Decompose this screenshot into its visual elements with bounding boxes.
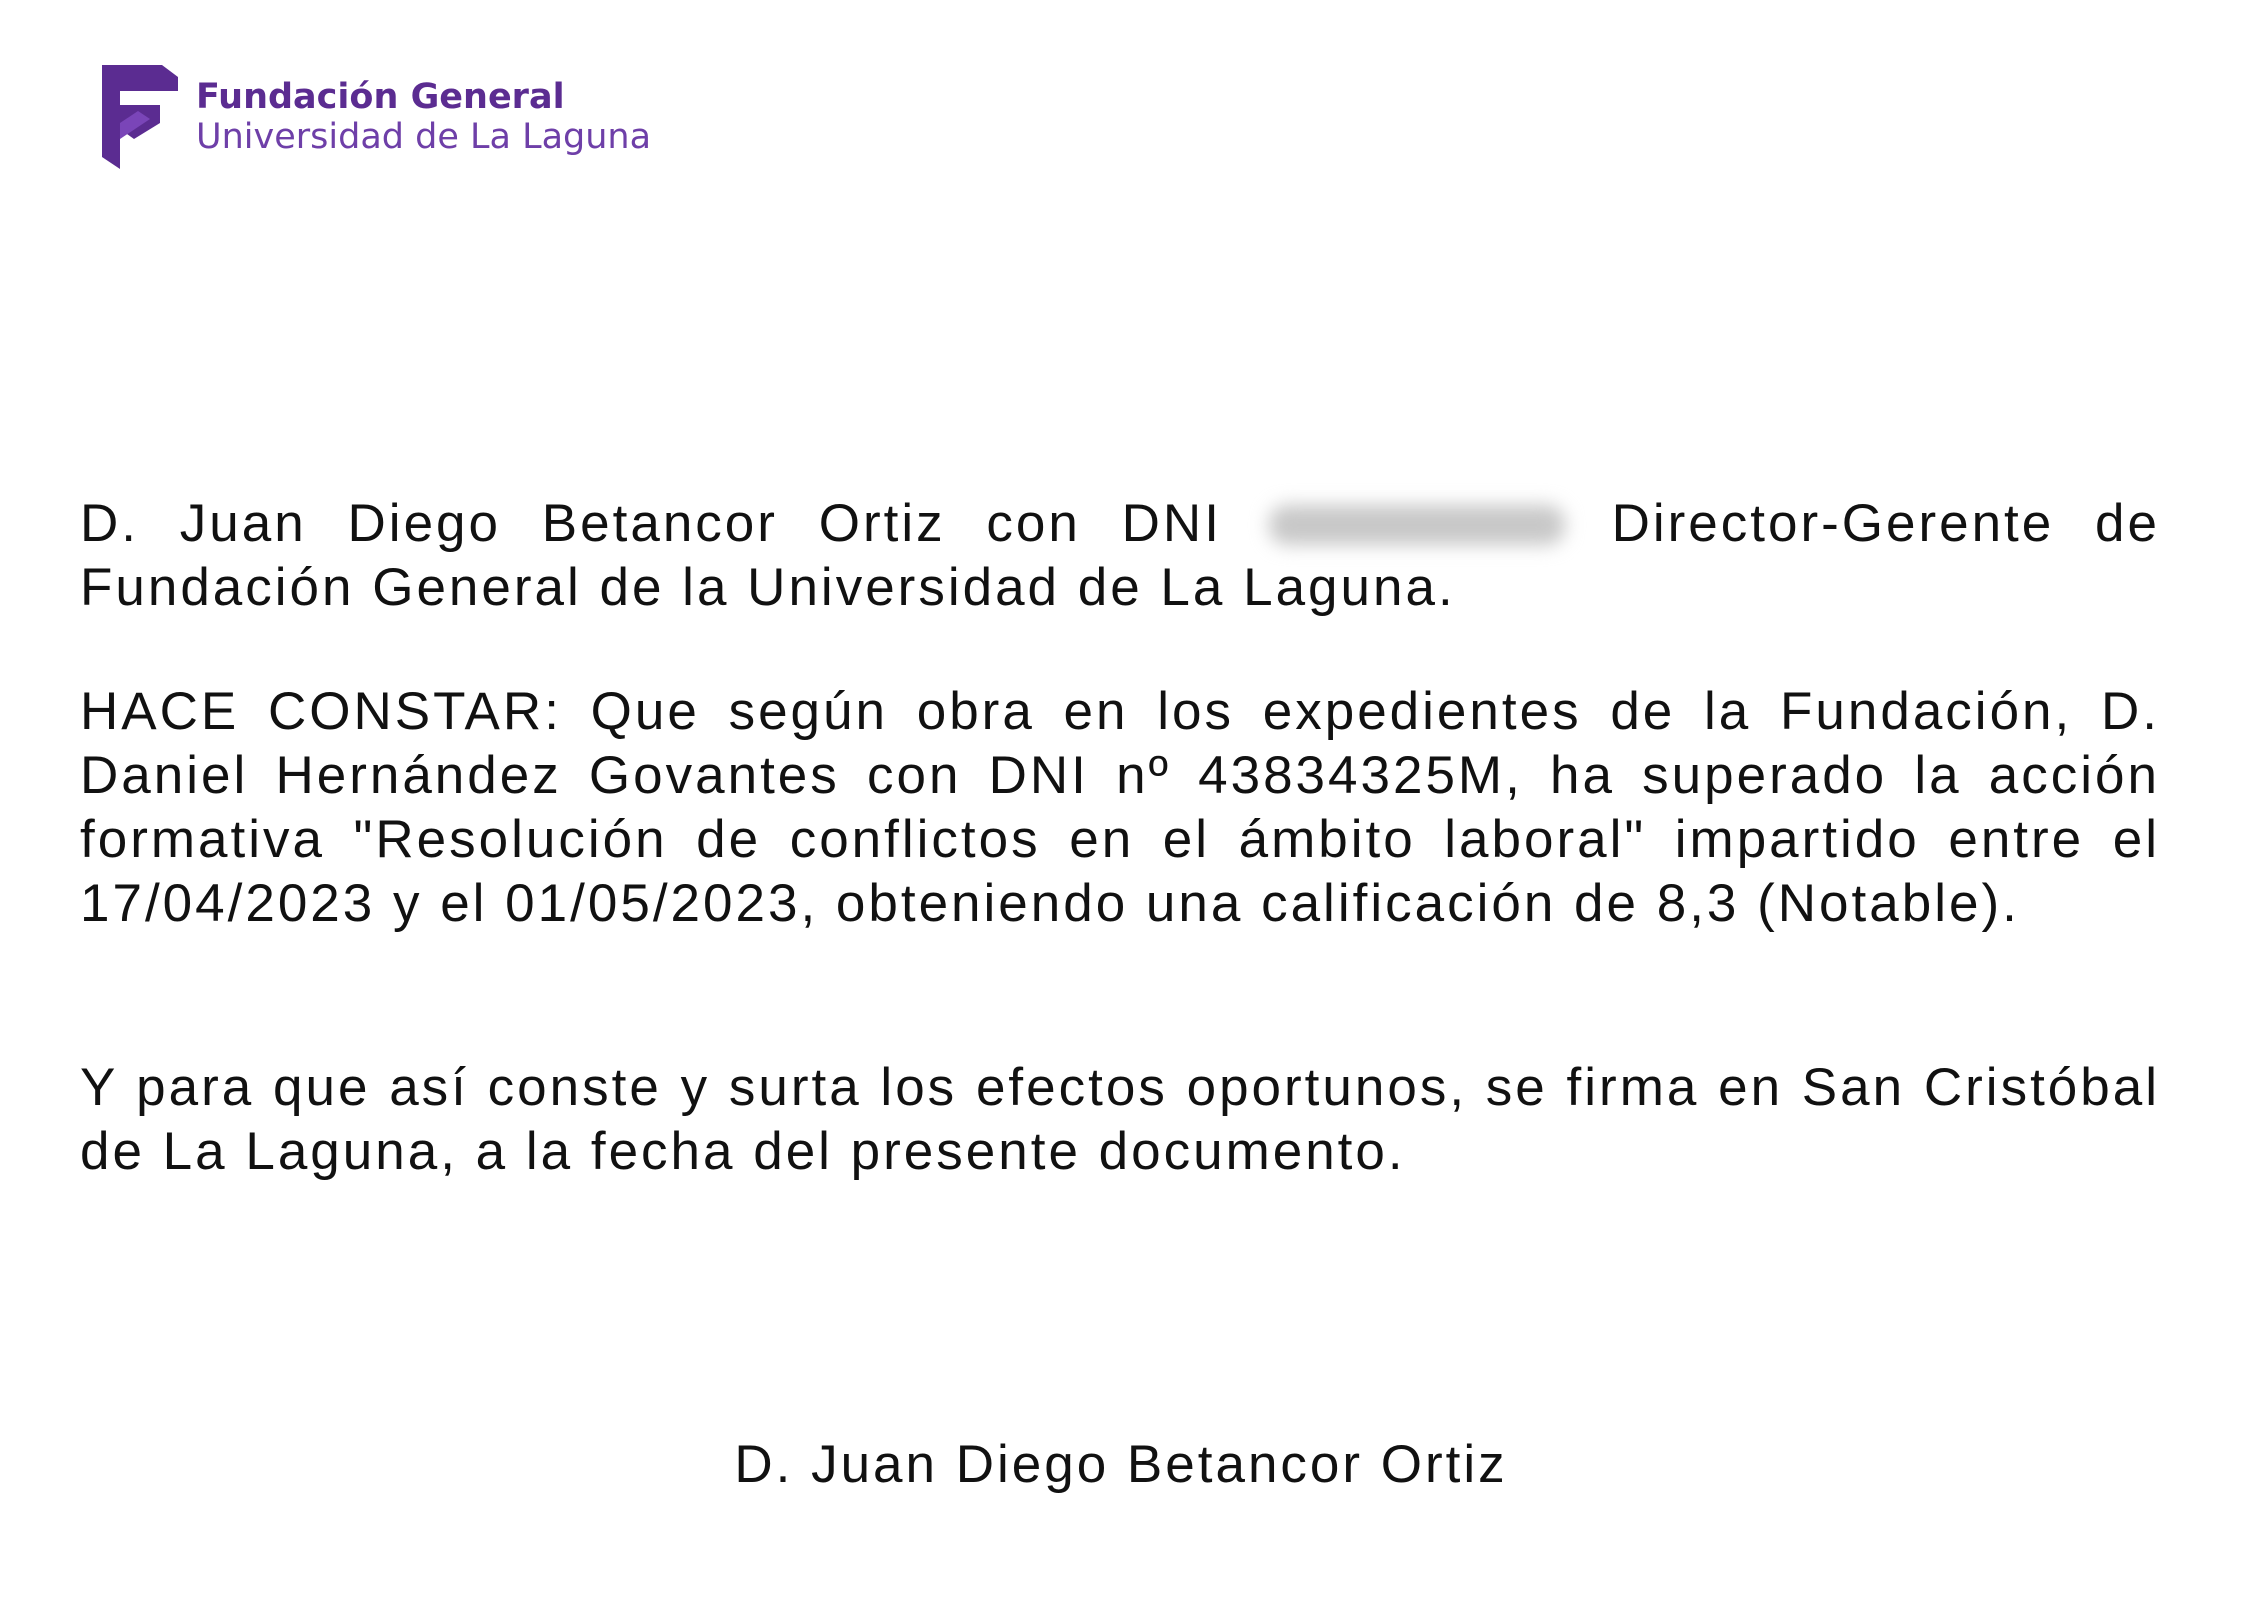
director-role-text: Director-Gerente de Fundación General de la Universidad de La Laguna. [80,494,2160,617]
org-name [196,77,651,158]
paragraph-director-intro [80,492,2160,620]
redacted-dni [1269,505,1565,545]
paragraph-closing: Y para que así conste y surta los efectos oportunos, se firma en San Cristóbal de La Laguna, a la fecha del presente documento. [80,1058,2160,1181]
signatory-name: D. Juan Diego Betancor Ortiz [734,1435,1508,1494]
paragraph-certification: HACE CONSTAR: Que según obra en los expedientes de la Fundación, D. Daniel Hernández Govantes con DNI nº 43834325M, ha superado la acción formativa "Resolución de conflictos en el ámbito laboral" impartido entre el 17/04/2023 y el 01/05/2023, obteniendo una calificación de 8,3 (Notable). [80,682,2160,933]
director-intro-text: D. Juan Diego Betancor Ortiz con DNI [80,494,1222,553]
header-logo [98,62,651,172]
org-name-line2: Universidad de La Laguna [196,117,652,157]
org-name-line1: Fundación General [196,76,565,117]
fundacion-f-logo-icon [98,65,178,169]
